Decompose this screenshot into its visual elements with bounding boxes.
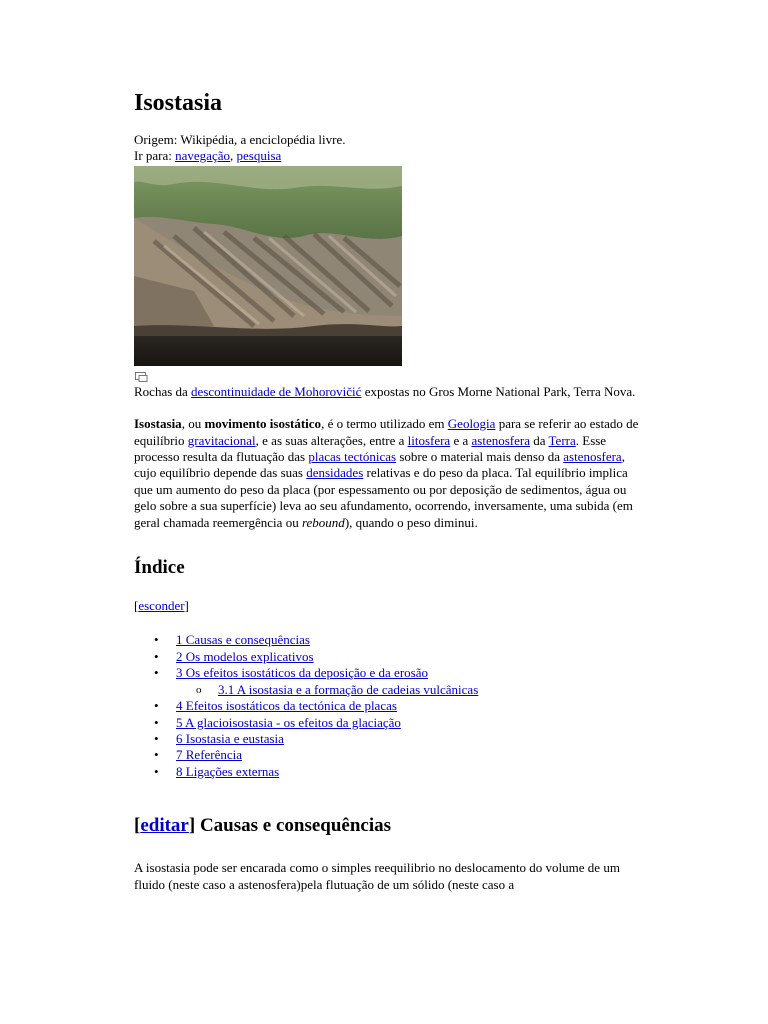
toc-item [154,665,644,698]
bullet-icon: • [154,730,159,746]
moho-link[interactable]: descontinuidade de Mohorovičić [191,383,362,399]
bullet-icon: • [154,632,159,648]
intro-paragraph [134,416,644,531]
toc-heading: Índice [134,557,185,579]
toc-list [134,632,644,780]
section-title: Causas e consequências [195,815,392,837]
bullet-icon: • [154,747,159,763]
densidades-link[interactable]: densidades [306,465,364,481]
bracket-close: ] [184,598,189,614]
gravitacional-link[interactable]: gravitacional [187,432,256,448]
bullet-icon: • [154,714,159,730]
page-title: Isostasia [134,90,223,116]
circle-bullet-icon: o [196,683,202,696]
toc-link[interactable]: 5 A glacioisostasia - os efeitos da glaciação [176,714,401,730]
toc-link[interactable]: 8 Ligações externas [176,763,280,779]
caption-prefix: Rochas da [134,383,192,399]
jump-separator: , [230,148,237,164]
astenosfera-link-2[interactable]: astenosfera [563,449,622,465]
term-movimento: movimento isostático [204,416,322,432]
placas-link[interactable]: placas tectónicas [308,449,397,465]
toc-toggle [134,598,644,614]
geologia-link[interactable]: Geologia [447,416,496,432]
toc-item [154,698,644,714]
jump-line [134,148,644,164]
term-isostasia: Isostasia [134,416,182,432]
terra-link[interactable]: Terra [548,432,576,448]
intro-text: para se referir ao estado de equilíbrio [134,416,639,448]
rock-photo[interactable] [134,166,402,366]
toc-link[interactable]: 1 Causas e consequências [176,632,310,648]
intro-text: ), quando o peso diminui. [344,514,478,530]
toc-item [154,763,644,780]
intro-text: da [529,432,549,448]
toc-link[interactable]: 3 Os efeitos isostáticos da deposição e da erosão [176,665,428,681]
toc-item [154,747,644,763]
origin-line: Origem: Wikipédia, a enciclopédia livre. [134,132,346,147]
edit-link[interactable]: editar [140,815,189,837]
intro-text: e a [450,432,472,448]
jump-prefix: Ir para: [134,148,176,164]
intro-text: . Esse processo resulta da flutuação das [134,432,607,465]
intro-text: , é o termo utilizado em [321,416,448,432]
toc-link[interactable]: 6 Isostasia e eustasia [176,730,284,746]
intro-text: , e as suas alterações, entre a [255,432,408,448]
toc-link[interactable]: 3.1 A isostasia e a formação de cadeias vulcânicas [218,681,479,697]
magnify-icon[interactable] [134,371,149,384]
search-link[interactable]: pesquisa [236,148,282,164]
toc-link[interactable]: 4 Efeitos isostáticos da tectónica de placas [176,698,397,714]
toc-link[interactable]: 7 Referência [176,747,243,763]
intro-text: , cujo equilíbrio depende das suas [134,449,625,481]
toc-item [154,632,644,648]
toc-item [154,648,644,665]
intro-text: , ou [181,416,205,432]
bracket-open: [ [134,598,139,614]
image-caption [134,384,644,400]
toc-subitem [196,681,644,698]
bullet-icon: • [154,665,159,681]
toc-item [154,730,644,747]
toc-link[interactable]: 2 Os modelos explicativos [176,648,314,664]
litosfera-link[interactable]: litosfera [407,432,451,448]
toc-item [154,714,644,731]
caption-suffix: expostas no Gros Morne National Park, Terra Nova. [361,383,636,399]
section-paragraph: A isostasia pode ser encarada como o simples reequilibrio no deslocamento do volume de um fluido (neste caso a astenosfera)pela flutuação de um sólido (neste caso a [134,860,620,892]
bracket-close: ] [188,815,196,837]
bullet-icon: • [154,698,159,714]
bullet-icon: • [154,763,159,779]
nav-link[interactable]: navegação [175,148,230,164]
intro-text: sobre o material mais denso da [396,449,564,465]
section-heading [134,814,644,838]
toc-sublist [176,682,644,698]
bullet-icon: • [154,648,159,664]
term-rebound: rebound [301,514,345,530]
hide-toc-link[interactable]: esconder [138,598,185,614]
article [134,88,644,893]
bracket-open: [ [134,815,141,837]
astenosfera-link[interactable]: astenosfera [471,432,530,448]
intro-text: relativas e do peso da placa. Tal equilíbrio implica que um aumento do peso da placa (por espessamento ou por deposição de sedimentos, água ou gelo sobre a sua superfície) leva ao seu afundamento, ocorrendo, inversamente, uma subida (em geral chamada reemergência ou [134,465,633,530]
